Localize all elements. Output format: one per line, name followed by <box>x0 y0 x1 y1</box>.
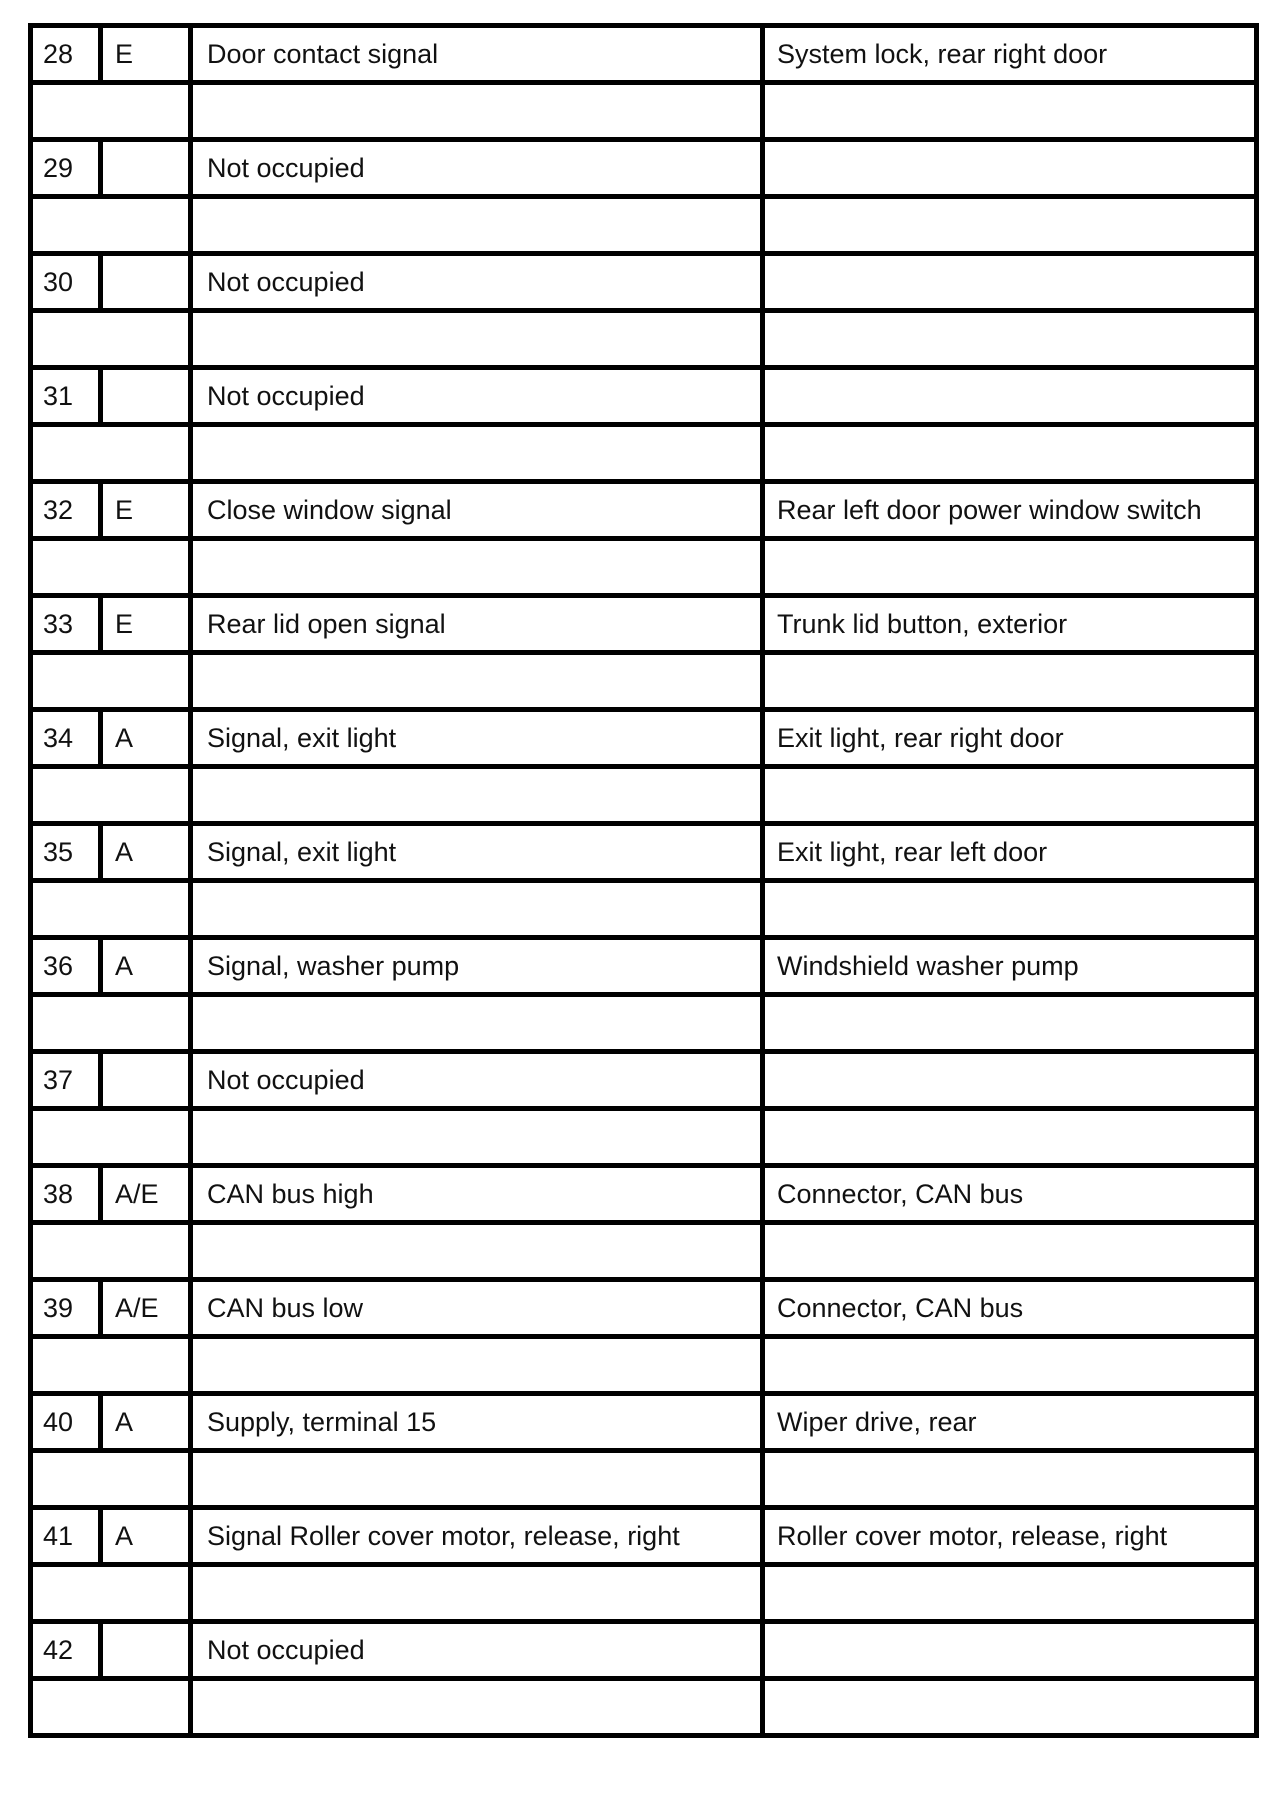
signal-direction-cell <box>101 254 191 311</box>
signal-direction-cell: A <box>101 938 191 995</box>
function-cell: Not occupied <box>191 1622 763 1679</box>
component-cell <box>763 140 1257 197</box>
signal-direction-cell <box>101 1622 191 1679</box>
table-row <box>31 1622 1257 1679</box>
pin-number-cell: 35 <box>31 824 101 881</box>
signal-direction-cell: A <box>101 1508 191 1565</box>
table-row <box>31 1394 1257 1451</box>
spacer-cell-left <box>31 1679 191 1736</box>
table-row <box>31 140 1257 197</box>
signal-direction-cell <box>101 1052 191 1109</box>
signal-direction-cell: E <box>101 482 191 539</box>
spacer-cell-function <box>191 995 763 1052</box>
spacer-cell-left <box>31 539 191 596</box>
pin-number-cell: 32 <box>31 482 101 539</box>
signal-direction-cell: A/E <box>101 1166 191 1223</box>
spacer-cell-component <box>763 995 1257 1052</box>
table-spacer-row <box>31 1679 1257 1736</box>
table-spacer-row <box>31 767 1257 824</box>
spacer-cell-function <box>191 539 763 596</box>
component-cell: System lock, rear right door <box>763 26 1257 83</box>
component-cell: Windshield washer pump <box>763 938 1257 995</box>
table-spacer-row <box>31 311 1257 368</box>
spacer-cell-left <box>31 1565 191 1622</box>
pin-number-cell: 29 <box>31 140 101 197</box>
component-cell: Trunk lid button, exterior <box>763 596 1257 653</box>
signal-direction-cell: A <box>101 1394 191 1451</box>
component-cell <box>763 1622 1257 1679</box>
spacer-cell-function <box>191 653 763 710</box>
component-cell <box>763 254 1257 311</box>
spacer-cell-left <box>31 995 191 1052</box>
function-cell: CAN bus high <box>191 1166 763 1223</box>
function-cell: Not occupied <box>191 368 763 425</box>
component-cell: Exit light, rear left door <box>763 824 1257 881</box>
function-cell: Close window signal <box>191 482 763 539</box>
function-cell: CAN bus low <box>191 1280 763 1337</box>
component-cell <box>763 368 1257 425</box>
table-row <box>31 596 1257 653</box>
spacer-cell-left <box>31 881 191 938</box>
table-spacer-row <box>31 653 1257 710</box>
table-spacer-row <box>31 995 1257 1052</box>
component-cell: Wiper drive, rear <box>763 1394 1257 1451</box>
table-spacer-row <box>31 1109 1257 1166</box>
table-row <box>31 938 1257 995</box>
signal-direction-cell: A <box>101 824 191 881</box>
component-cell: Connector, CAN bus <box>763 1166 1257 1223</box>
function-cell: Not occupied <box>191 140 763 197</box>
spacer-cell-function <box>191 1451 763 1508</box>
function-cell: Signal, exit light <box>191 824 763 881</box>
spacer-cell-component <box>763 653 1257 710</box>
spacer-cell-component <box>763 1565 1257 1622</box>
spacer-cell-function <box>191 881 763 938</box>
spacer-cell-left <box>31 1109 191 1166</box>
pin-number-cell: 38 <box>31 1166 101 1223</box>
signal-direction-cell: A/E <box>101 1280 191 1337</box>
table-spacer-row <box>31 1565 1257 1622</box>
table-spacer-row <box>31 539 1257 596</box>
spacer-cell-component <box>763 1337 1257 1394</box>
spacer-cell-left <box>31 1223 191 1280</box>
spacer-cell-component <box>763 767 1257 824</box>
spacer-cell-function <box>191 197 763 254</box>
spacer-cell-component <box>763 539 1257 596</box>
spacer-cell-function <box>191 767 763 824</box>
signal-direction-cell <box>101 368 191 425</box>
signal-direction-cell: A <box>101 710 191 767</box>
spacer-cell-function <box>191 425 763 482</box>
table-row <box>31 824 1257 881</box>
signal-direction-cell: E <box>101 26 191 83</box>
pin-number-cell: 31 <box>31 368 101 425</box>
spacer-cell-function <box>191 1679 763 1736</box>
table-spacer-row <box>31 1337 1257 1394</box>
spacer-cell-component <box>763 425 1257 482</box>
pin-table-body <box>31 26 1257 1736</box>
table-row <box>31 1508 1257 1565</box>
spacer-cell-component <box>763 1679 1257 1736</box>
component-cell: Rear left door power window switch <box>763 482 1257 539</box>
pin-number-cell: 33 <box>31 596 101 653</box>
spacer-cell-component <box>763 197 1257 254</box>
pin-number-cell: 30 <box>31 254 101 311</box>
spacer-cell-function <box>191 311 763 368</box>
spacer-cell-left <box>31 653 191 710</box>
table-row <box>31 254 1257 311</box>
function-cell: Signal Roller cover motor, release, right <box>191 1508 763 1565</box>
function-cell: Signal, washer pump <box>191 938 763 995</box>
component-cell: Exit light, rear right door <box>763 710 1257 767</box>
pin-number-cell: 34 <box>31 710 101 767</box>
spacer-cell-left <box>31 1337 191 1394</box>
function-cell: Not occupied <box>191 1052 763 1109</box>
pin-number-cell: 37 <box>31 1052 101 1109</box>
table-row <box>31 368 1257 425</box>
table-spacer-row <box>31 1451 1257 1508</box>
table-row <box>31 1280 1257 1337</box>
table-spacer-row <box>31 83 1257 140</box>
spacer-cell-function <box>191 1337 763 1394</box>
table-spacer-row <box>31 1223 1257 1280</box>
spacer-cell-left <box>31 83 191 140</box>
pin-number-cell: 41 <box>31 1508 101 1565</box>
spacer-cell-left <box>31 425 191 482</box>
pin-number-cell: 39 <box>31 1280 101 1337</box>
function-cell: Signal, exit light <box>191 710 763 767</box>
function-cell: Door contact signal <box>191 26 763 83</box>
table-row <box>31 710 1257 767</box>
table-spacer-row <box>31 425 1257 482</box>
table-row <box>31 26 1257 83</box>
component-cell: Connector, CAN bus <box>763 1280 1257 1337</box>
spacer-cell-left <box>31 197 191 254</box>
spacer-cell-component <box>763 1109 1257 1166</box>
spacer-cell-function <box>191 1109 763 1166</box>
pin-number-cell: 36 <box>31 938 101 995</box>
pin-assignment-table <box>28 23 1259 1738</box>
signal-direction-cell: E <box>101 596 191 653</box>
spacer-cell-left <box>31 767 191 824</box>
spacer-cell-left <box>31 1451 191 1508</box>
pin-number-cell: 28 <box>31 26 101 83</box>
table-row <box>31 482 1257 539</box>
signal-direction-cell <box>101 140 191 197</box>
table-spacer-row <box>31 197 1257 254</box>
spacer-cell-function <box>191 1223 763 1280</box>
function-cell: Rear lid open signal <box>191 596 763 653</box>
spacer-cell-component <box>763 1223 1257 1280</box>
pin-number-cell: 40 <box>31 1394 101 1451</box>
spacer-cell-component <box>763 83 1257 140</box>
spacer-cell-function <box>191 83 763 140</box>
function-cell: Not occupied <box>191 254 763 311</box>
spacer-cell-component <box>763 881 1257 938</box>
spacer-cell-function <box>191 1565 763 1622</box>
function-cell: Supply, terminal 15 <box>191 1394 763 1451</box>
spacer-cell-component <box>763 1451 1257 1508</box>
table-row <box>31 1052 1257 1109</box>
component-cell <box>763 1052 1257 1109</box>
spacer-cell-left <box>31 311 191 368</box>
table-spacer-row <box>31 881 1257 938</box>
pin-number-cell: 42 <box>31 1622 101 1679</box>
component-cell: Roller cover motor, release, right <box>763 1508 1257 1565</box>
spacer-cell-component <box>763 311 1257 368</box>
table-row <box>31 1166 1257 1223</box>
